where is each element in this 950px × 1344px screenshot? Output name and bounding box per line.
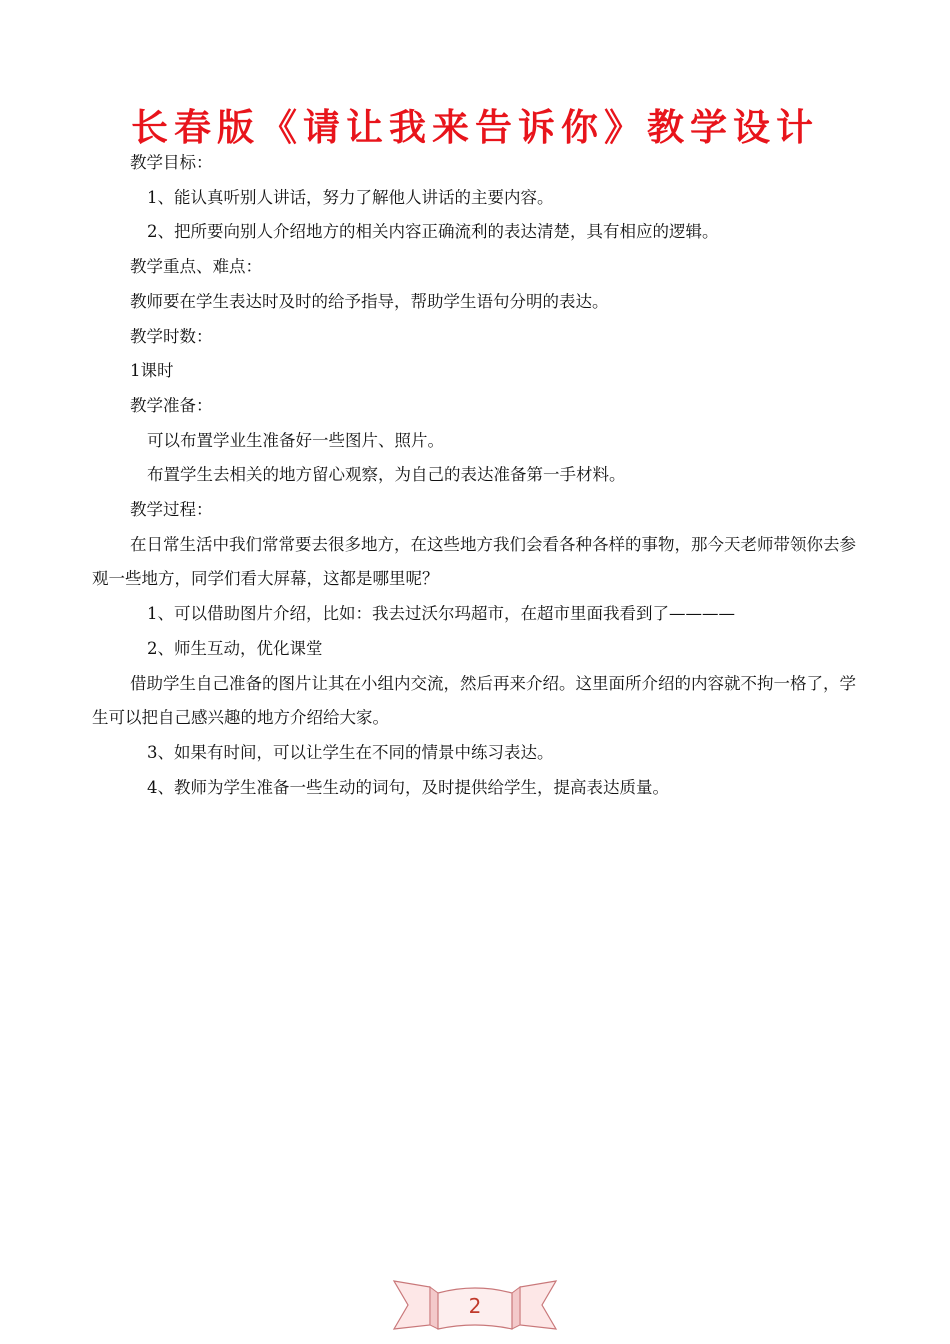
class-hours-text: 1课时 (130, 361, 174, 381)
process-step-2: 2、师生互动，优化课堂 (147, 638, 323, 658)
heading-key-points: 教学重点、难点： (130, 257, 262, 277)
process-step-4: 4、教师为学生准备一些生动的词句，及时提供给学生，提高表达质量。 (147, 777, 669, 797)
objective-item-1: 1、能认真听别人讲话，努力了解他人讲话的主要内容。 (147, 187, 554, 207)
heading-process: 教学过程： (130, 500, 213, 520)
process-step-1: 1、可以借助图片介绍，比如：我去过沃尔玛超市，在超市里面我看到了———— (147, 604, 735, 624)
process-intro-paragraph: 在日常生活中我们常常要去很多地方，在这些地方我们会看各种各样的事物，那今天老师带领你去参观一些地方，同学们看大屏幕，这都是哪里呢？ (92, 534, 856, 589)
document-title: 长春版《请让我来告诉你》教学设计 (131, 106, 819, 149)
document-body (92, 146, 862, 805)
key-points-text: 教师要在学生表达时及时的给予指导，帮助学生语句分明的表达。 (130, 291, 609, 311)
process-step-3: 3、如果有时间，可以让学生在不同的情景中练习表达。 (147, 742, 554, 762)
objective-item-2: 2、把所要向别人介绍地方的相关内容正确流利的表达清楚，具有相应的逻辑。 (147, 222, 719, 242)
preparation-item-2: 布置学生去相关的地方留心观察，为自己的表达准备第一手材料。 (147, 465, 626, 485)
preparation-item-1: 可以布置学业生准备好一些图片、照片。 (147, 430, 444, 450)
heading-preparation: 教学准备： (130, 395, 213, 415)
page-number: 2 (468, 1294, 482, 1318)
heading-class-hours: 教学时数： (130, 326, 213, 346)
heading-objectives: 教学目标： (130, 153, 213, 172)
process-group-paragraph: 借助学生自己准备的图片让其在小组内交流，然后再来介绍。这里面所介绍的内容就不拘一格了，学生可以把自己感兴趣的地方介绍给大家。 (92, 673, 856, 728)
page-number-ribbon (392, 1273, 558, 1335)
